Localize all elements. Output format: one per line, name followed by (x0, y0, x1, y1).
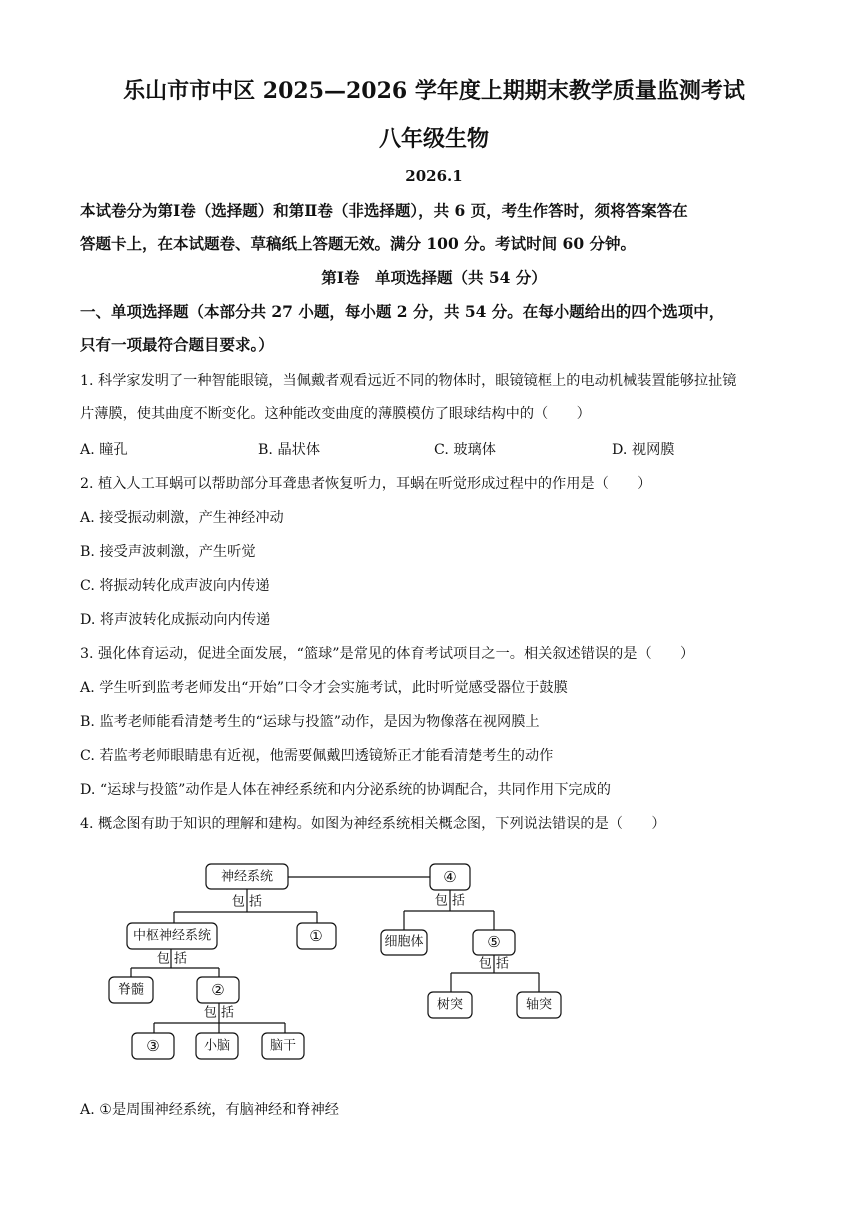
label-dendrite: 树突 (436, 997, 464, 1013)
label-spinal-cord: 脊髓 (117, 982, 145, 998)
part-instructions-line-2: 只有一项最符合题目要求。） (80, 335, 274, 354)
q3-option-a: A. 学生听到监考老师发出“开始”口令才会实施考试，此时听觉感受器位于鼓膜 (80, 680, 568, 696)
label-central-nervous-system: 中枢神经系统 (132, 928, 212, 944)
label-axon: 轴突 (525, 997, 553, 1013)
q1-stem-line-2: 片薄膜，使其曲度不断变化。这种能改变曲度的薄膜模仿了眼球结构中的（ ） (80, 406, 591, 422)
q4-stem: 4. 概念图有助于知识的理解和建构。如图为神经系统相关概念图，下列说法错误的是（ ） (80, 816, 666, 832)
label-4: ④ (443, 868, 457, 886)
q2-option-c: C. 将振动转化成声波向内传递 (80, 578, 270, 594)
label-2: ② (211, 981, 225, 999)
nervous-system-concept-map (0, 850, 868, 1070)
include-label-central: 包 括 (156, 951, 188, 967)
label-cell-body: 细胞体 (384, 934, 424, 950)
exam-title: 乐山市市中区 2025—2026 学年度上期期末教学质量监测考试 (123, 78, 745, 104)
exam-date: 2026.1 (405, 167, 463, 185)
q1-option-c: C. 玻璃体 (434, 442, 496, 458)
q1-option-b: B. 晶状体 (258, 442, 321, 458)
include-label-node-5: 包 括 (478, 956, 510, 972)
instructions-line-1: 本试卷分为第Ⅰ卷（选择题）和第Ⅱ卷（非选择题），共 6 页，考生作答时，须将答案答在 (80, 201, 688, 220)
q3-stem: 3. 强化体育运动，促进全面发展，“篮球”是常见的体育考试项目之一。相关叙述错误的是（ ） (80, 646, 695, 662)
q1-option-a: A. 瞳孔 (80, 442, 128, 458)
include-label-root: 包 括 (231, 894, 263, 910)
q1-option-d: D. 视网膜 (612, 442, 675, 458)
q2-option-d: D. 将声波转化成振动向内传递 (80, 612, 271, 628)
q2-option-b: B. 接受声波刺激，产生听觉 (80, 544, 256, 560)
label-1: ① (309, 927, 323, 945)
label-nervous-system: 神经系统 (220, 869, 274, 885)
q2-option-a: A. 接受振动刺激，产生神经冲动 (80, 510, 284, 526)
q4-option-a: A. ①是周围神经系统，有脑神经和脊神经 (80, 1102, 339, 1118)
label-3: ③ (146, 1037, 160, 1055)
instructions-line-2: 答题卡上，在本试题卷、草稿纸上答题无效。满分 100 分。考试时间 60 分钟。 (80, 234, 637, 253)
label-cerebellum: 小脑 (203, 1038, 231, 1054)
q3-option-d: D. “运球与投篮”动作是人体在神经系统和内分泌系统的协调配合，共同作用下完成的 (80, 782, 611, 798)
part-instructions-line-1: 一、单项选择题（本部分共 27 小题，每小题 2 分，共 54 分。在每小题给出的四个选项中， (80, 302, 725, 321)
include-label-node-2: 包 括 (203, 1005, 235, 1021)
exam-subject: 八年级生物 (378, 126, 489, 152)
include-label-node-4: 包 括 (434, 893, 466, 909)
q1-stem-line-1: 1. 科学家发明了一种智能眼镜，当佩戴者观看远近不同的物体时，眼镜镜框上的电动机械装置能够拉扯镜 (80, 373, 737, 389)
section-heading: 第Ⅰ卷 单项选择题（共 54 分） (321, 268, 547, 287)
label-5: ⑤ (487, 933, 501, 951)
q2-stem: 2. 植入人工耳蜗可以帮助部分耳聋患者恢复听力，耳蜗在听觉形成过程中的作用是（ ） (80, 476, 652, 492)
q3-option-c: C. 若监考老师眼睛患有近视，他需要佩戴凹透镜矫正才能看清楚考生的动作 (80, 748, 554, 764)
q3-option-b: B. 监考老师能看清楚考生的“运球与投篮”动作，是因为物像落在视网膜上 (80, 714, 540, 730)
label-brainstem: 脑干 (269, 1038, 297, 1054)
